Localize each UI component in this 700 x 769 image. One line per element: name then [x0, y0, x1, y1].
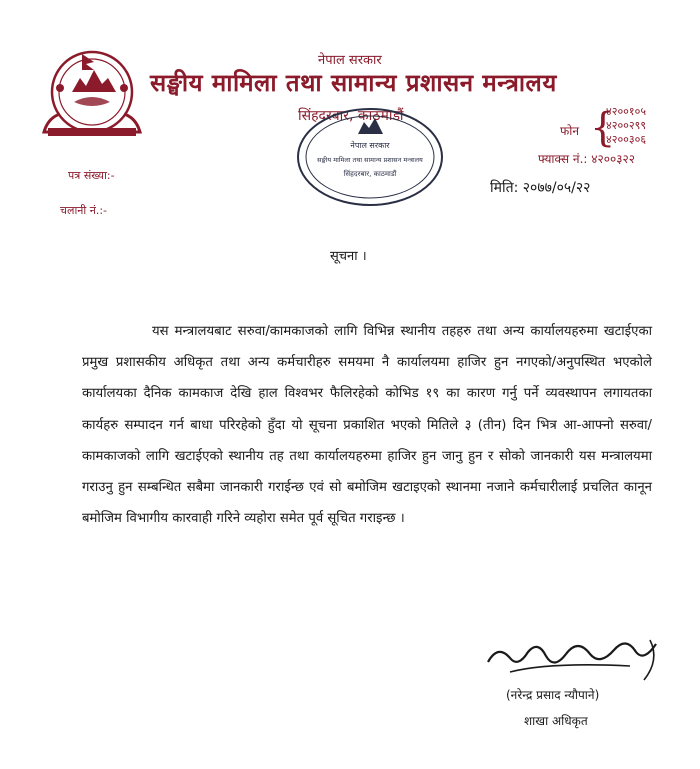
notice-title: सूचना । [330, 249, 367, 264]
signatory-name: (नरेन्द्र प्रसाद न्यौपाने) [506, 688, 600, 702]
dispatch-number-label: चलानी नं.:- [60, 204, 108, 217]
phone-label: फोन [560, 124, 580, 138]
phone-list [606, 105, 646, 147]
letter-number-label: पत्र संख्या:- [68, 169, 115, 182]
stamp-top-text: नेपाल सरकार [350, 141, 390, 150]
office-stamp-icon [292, 104, 448, 210]
signatory-title: शाखा अधिकृत [524, 714, 588, 728]
notice-body: यस मन्त्रालयबाट सरुवा/कामकाजको लागि विभिन्न स्थानीय तहहरु तथा अन्य कार्यालयहरुमा खटाईएका प्रमुख प्रशासकीय अधिकृत तथा अन्य कर्मचारीहरु समयमा नै कार्यालयमा हाजिर हुन नगएको/अनुपस्थित भएकोले कार्यालयका दैनिक कामकाज देखि हाल विश्वभर फैलिरहेको कोभिड १९ का कारण गर्नु पर्ने व्यवस्थापन लगायतका कार्यहरु सम्पादन गर्न बाधा परिरहेको हुँदा यो सूचना प्रकाशित भएको मितिले ३ (तीन) दिन भित्र आ-आफ्नो सरुवा/कामकाजको लागि खटाईएको स्थानीय तह तथा कार्यालयहरुमा हाजिर हुन जानु हुन र सोको जानकारी यस मन्त्रालयमा गराउनु हुन सम्बन्धित सबैमा जानकारी गराईन्छ एवं सो बमोजिम खटाइएको स्थानमा नजाने कर्मचारीलाई प्रचलित कानून बमोजिम विभागीय कारवाही गरिने व्यहोरा समेत पूर्व सूचित गराइन्छ । [82, 324, 652, 527]
letter-date: मिति: २०७७/०५/२२ [490, 180, 591, 196]
phone-number: ४२००२९९ [606, 119, 647, 132]
ministry-address: सिंहदरबार, काठमाडौं [298, 108, 404, 124]
stamp-middle-text: सङ्घीय मामिला तथा सामान्य प्रशासन मन्त्रालय [317, 156, 423, 164]
nepal-government-emblem-icon [38, 44, 146, 144]
phone-number: ४२००१०५ [606, 105, 647, 118]
fax-number: फ्याक्स नं.: ४२००३२२ [538, 152, 635, 166]
handwritten-signature [480, 632, 670, 690]
government-label: नेपाल सरकार [318, 53, 382, 68]
stamp-bottom-text: सिंहदरबार, काठमाडौं [343, 170, 397, 178]
phone-number: ४२००३०६ [606, 133, 647, 146]
brace-icon: { [590, 105, 616, 151]
ministry-title: सङ्घीय मामिला तथा सामान्य प्रशासन मन्त्रालय [150, 69, 557, 97]
